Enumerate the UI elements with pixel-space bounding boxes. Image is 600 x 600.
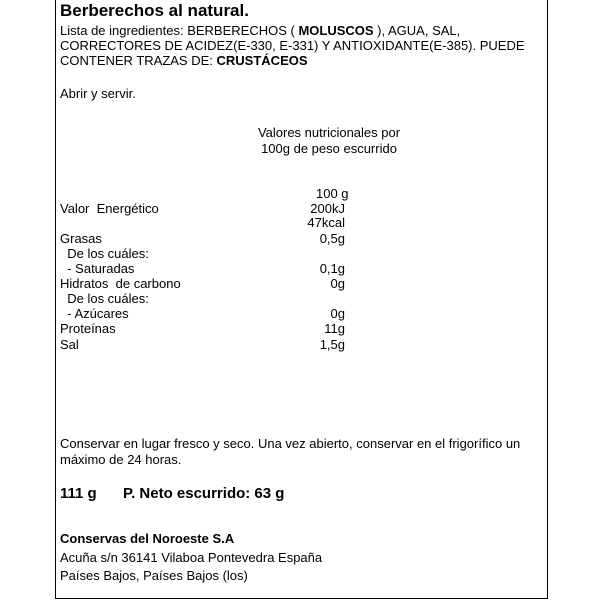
gross-weight: 111 g [60, 485, 97, 502]
ingredients-line-3: CONTENER TRAZAS DE: CRUSTÁCEOS [60, 53, 308, 68]
nutrition-row-value: 1,5g [319, 337, 345, 352]
product-title: Berberechos al natural. [60, 1, 249, 20]
storage-line-2: máximo de 24 horas. [60, 452, 182, 467]
nutrition-row-value: 0,1g [319, 261, 345, 276]
nutrition-row-label: - Azúcares [60, 306, 129, 321]
ingredients-line-1: Lista de ingredientes: BERBERECHOS ( MOLUSCOS ), AGUA, SAL, [60, 23, 461, 38]
nutrition-row-value: 11g [324, 321, 345, 336]
nutrition-row-value: 47kcal [307, 215, 345, 230]
ingredients-line-2: CORRECTORES DE ACIDEZ(E-330, E-331) Y ANTIOXIDANTE(E-385). PUEDE [60, 38, 525, 53]
company-address: Acuña s/n 36141 Vilaboa Pontevedra España [60, 550, 323, 565]
nutrition-header-line-1: Valores nutricionales por [257, 125, 401, 140]
origin: Países Bajos, Países Bajos (los) [60, 568, 248, 583]
nutrition-row-label: De los cuáles: [60, 246, 149, 261]
nutrition-header-line-2: 100g de peso escurrido [261, 141, 397, 156]
nutrition-row-label: Hidratos de carbono [60, 276, 181, 291]
net-weight: P. Neto escurrido: 63 g [123, 485, 285, 502]
nutrition-row-label: De los cuáles: [60, 291, 149, 306]
storage-line-1: Conservar en lugar fresco y seco. Una vez abierto, conservar en el frigorífico un [60, 436, 521, 451]
instructions: Abrir y servir. [60, 86, 136, 101]
nutrition-row-label: Grasas [60, 231, 102, 246]
allergen-crustaceos: CRUSTÁCEOS [216, 53, 308, 68]
nutrition-row-label: Valor Energético [60, 201, 159, 216]
nutrition-row-label: Sal [60, 337, 79, 352]
nutrition-row-value: 0g [330, 276, 345, 291]
nutrition-row-value: 0,5g [319, 231, 345, 246]
nutrition-row-value: 200kJ [310, 201, 345, 216]
nutrition-row-label: - Saturadas [60, 261, 135, 276]
allergen-moluscos: MOLUSCOS [298, 23, 374, 38]
nutrition-column-header: 100 g [316, 186, 349, 201]
nutrition-row-value: 0g [330, 306, 345, 321]
nutrition-row-label: Proteínas [60, 321, 116, 336]
company-name: Conservas del Noroeste S.A [60, 531, 235, 546]
